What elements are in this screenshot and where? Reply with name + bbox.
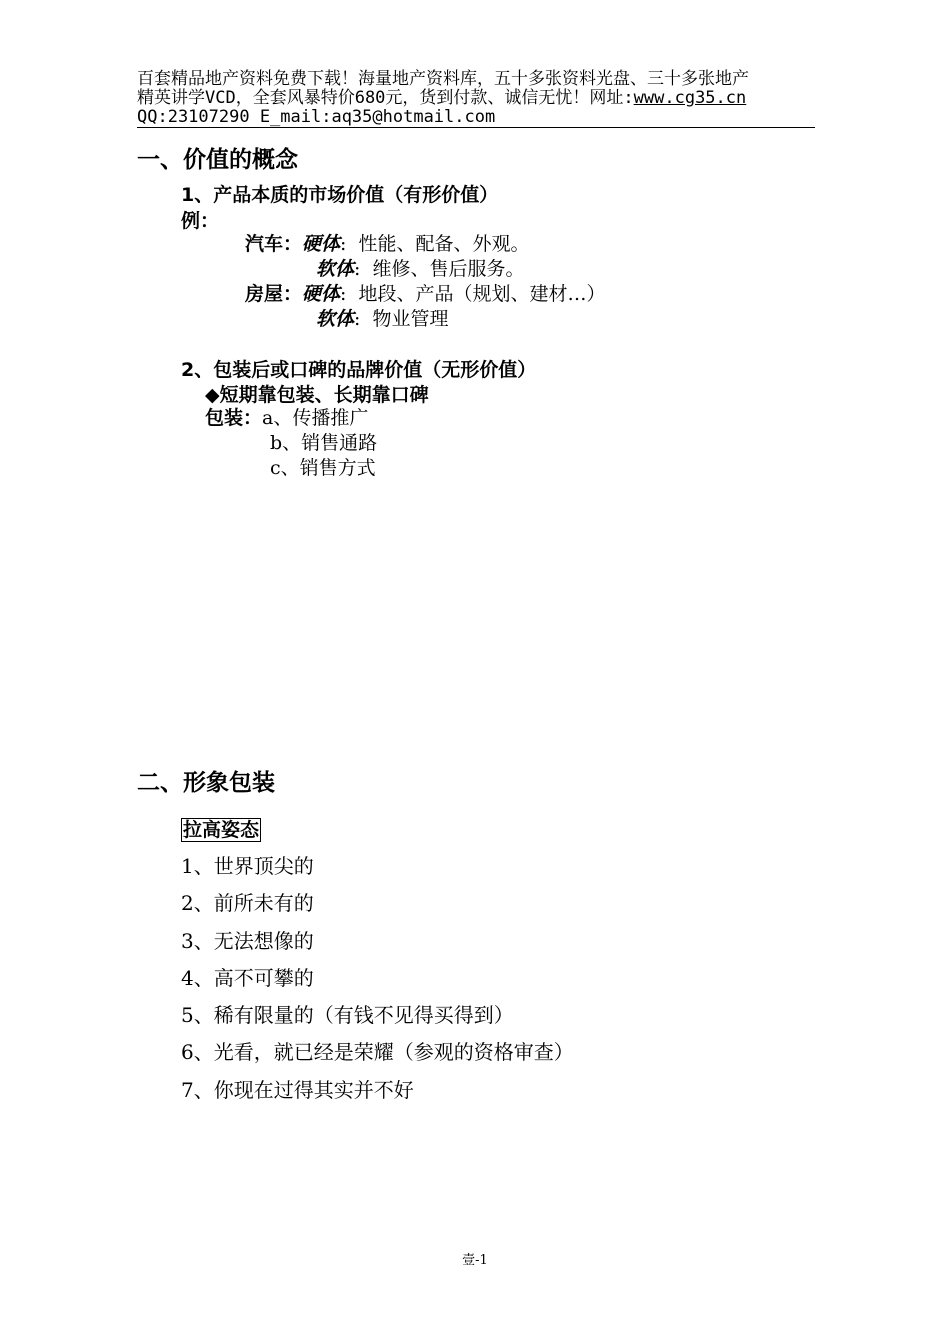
boxed-heading-text: 拉高姿态 <box>183 819 260 841</box>
example-label: 例： <box>181 210 220 232</box>
header-divider <box>137 127 815 128</box>
packaging-line <box>205 403 368 430</box>
house-label: 房屋： <box>245 283 303 305</box>
header-line-1: 百套精品地产资料免费下载！海量地产资料库，五十多张资料光盘、三十多张地产 <box>137 69 749 89</box>
list-item: 5、稀有限量的（有钱不见得买得到） <box>181 1003 514 1027</box>
header-line-2-text: 精英讲学VCD，全套风暴特价680元，货到付款、诚信无忧！网址: <box>137 88 634 108</box>
list-item: 4、高不可攀的 <box>181 966 314 990</box>
house-software-text: 物业管理 <box>372 308 449 330</box>
subsection-2-title: 2、包装后或口碑的品牌价值（无形价值） <box>181 359 537 381</box>
list-item: 6、光看，就已经是荣耀（参观的资格审查） <box>181 1040 574 1064</box>
car-software-line <box>316 254 525 281</box>
car-software-label: 软体 <box>316 258 355 280</box>
list-item: 2、前所未有的 <box>181 891 314 915</box>
header-line-2 <box>137 89 746 108</box>
section-1-title: 一、价值的概念 <box>137 147 298 173</box>
list-item: 1、世界顶尖的 <box>181 854 314 878</box>
packaging-item-b: b、销售通路 <box>270 432 378 454</box>
car-software-text: 维修、售后服务。 <box>372 258 525 280</box>
colon: : <box>354 258 361 280</box>
section-2-title: 二、形象包装 <box>137 770 275 796</box>
car-label: 汽车： <box>245 233 303 255</box>
list-item: 7、你现在过得其实并不好 <box>181 1078 414 1102</box>
packaging-label: 包装： <box>205 407 263 429</box>
bullet-short-long-term: ◆短期靠包装、长期靠口碑 <box>205 384 429 406</box>
car-hardware-label: 硬体 <box>302 233 341 255</box>
packaging-item-a: a、传播推广 <box>262 407 369 429</box>
colon: : <box>340 233 347 255</box>
car-hardware-line <box>245 229 530 256</box>
house-hardware-line <box>245 279 606 306</box>
header-line-3: QQ:23107290 E_mail:aq35@hotmail.com <box>137 107 496 127</box>
colon: : <box>340 283 347 305</box>
subsection-1-title: 1、产品本质的市场价值（有形价值） <box>181 184 499 206</box>
colon: : <box>354 308 361 330</box>
house-software-label: 软体 <box>316 308 355 330</box>
page-number: 壹-1 <box>462 1253 488 1268</box>
boxed-heading <box>181 815 261 842</box>
packaging-item-c: c、销售方式 <box>270 457 376 479</box>
car-hardware-text: 性能、配备、外观。 <box>358 233 530 255</box>
house-software-line <box>316 304 449 331</box>
house-hardware-text: 地段、产品（规划、建材…） <box>358 283 606 305</box>
list-item: 3、无法想像的 <box>181 929 314 953</box>
website-link[interactable]: www.cg35.cn <box>633 88 747 108</box>
house-hardware-label: 硬体 <box>302 283 341 305</box>
